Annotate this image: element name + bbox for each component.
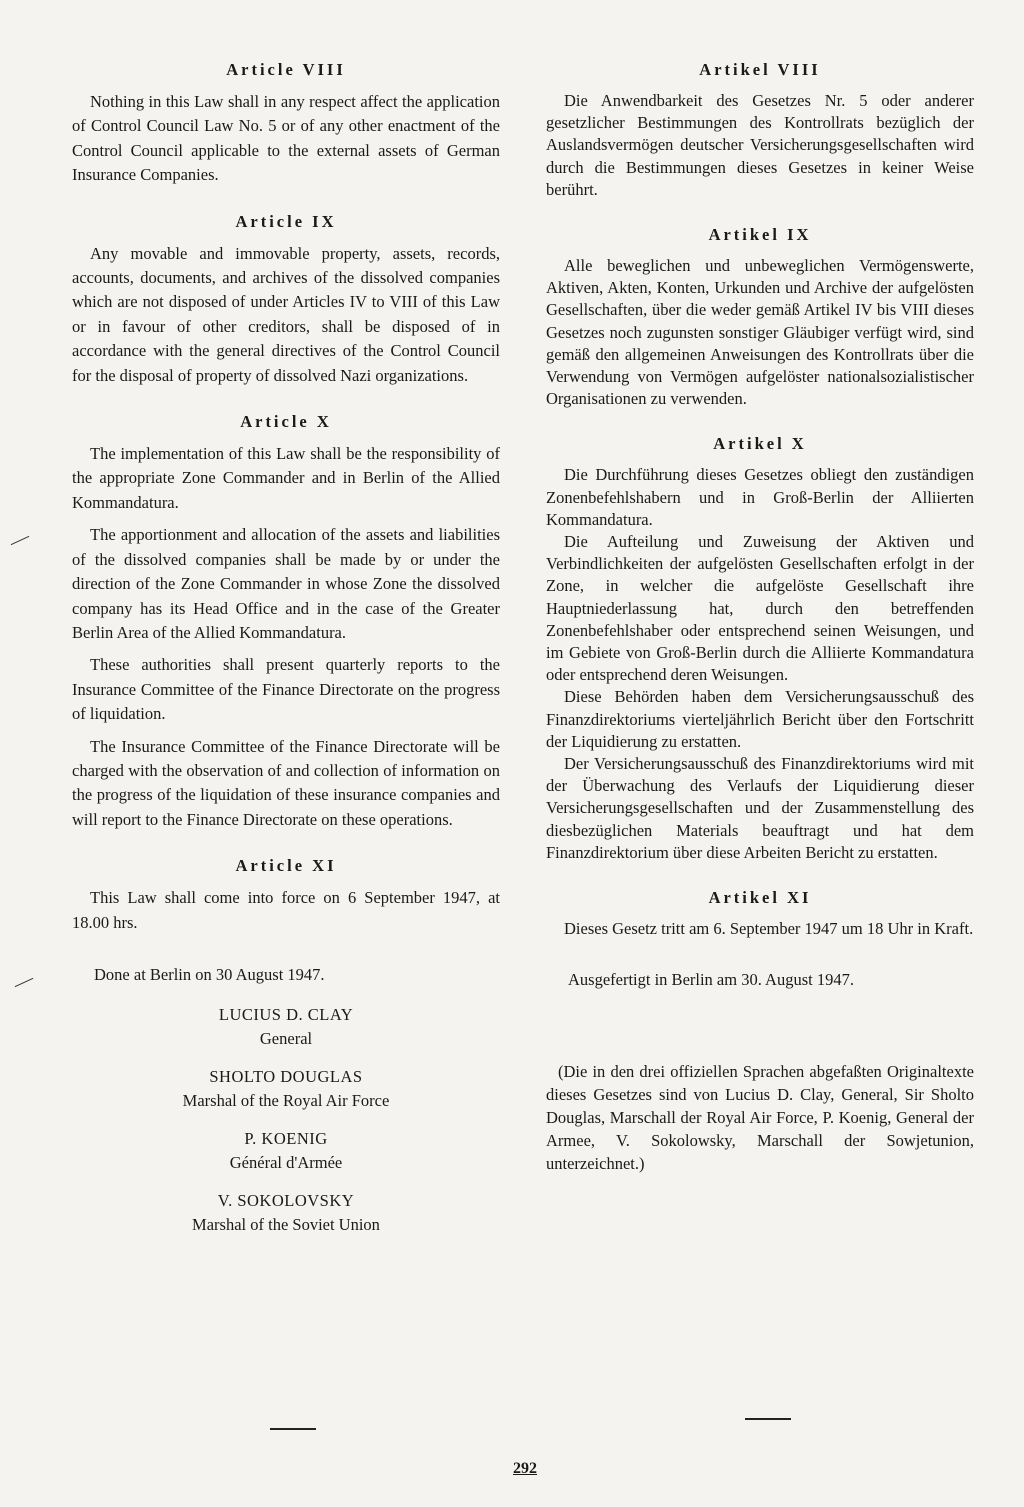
article-paragraph: The implementation of this Law shall be the responsibility of the appropriate Zone Commander and in Berlin of the Allied Kommandatura.: [72, 444, 500, 512]
signatory-name: V. SOKOLOVSKY: [217, 1190, 355, 1210]
article-paragraph: Diese Behörden haben dem Versicherungsausschuß des Finanzdirektoriums vierteljährlich Bericht über den Fortschritt der Liquidierung zu erstatten.: [546, 687, 974, 751]
english-column: [72, 58, 500, 1251]
margin-mark: [11, 536, 30, 545]
margin-mark: [15, 978, 34, 987]
article-8-en: [72, 58, 500, 188]
article-heading: Article X: [240, 412, 332, 432]
signatory: [72, 1003, 500, 1051]
article-paragraph: Die Anwendbarkeit des Gesetzes Nr. 5 oder anderer gesetzlicher Bestimmungen des Kontrollrats bezüglich der Auslandsvermögen deutscher Versicherungsgesellschaften wird durch die Bestimmungen dieses Gesetzes in keiner Weise berührt.: [546, 91, 974, 199]
article-paragraph: Der Versicherungsausschuß des Finanzdirektoriums wird mit der Überwachung des Verlaufs der Liquidierung dieser Versicherungsgesellschaften und der Zusammenstellung des diesbezüglichen Materials beauftragt und hat dem Finanzdirektorium über diese Arbeiten Bericht zu erstatten.: [546, 754, 974, 862]
article-paragraph: The Insurance Committee of the Finance Directorate will be charged with the observation of and collection of information on the progress of the liquidation of these insurance companies and will report to the Finance Directorate on these operations.: [72, 736, 500, 829]
article-paragraph: Alle beweglichen und unbeweglichen Vermögenswerte, Aktiven, Akten, Konten, Urkunden und Archive der aufgelösten Gesellschaften, über die weder gemäß Artikel IV bis VIII dieses Gesetzes noch zugunsten sonstiger Gläubiger verfügt wird, sind gemäß den allgemeinen Anweisungen des Kontrollrats über die Verwendung von Vermögen aufgelöster nationalsozialistischer Organisationen zu verwenden.: [546, 256, 974, 409]
article-9-en: [72, 210, 500, 388]
article-heading: Article VIII: [226, 60, 346, 79]
article-paragraph: Nothing in this Law shall in any respect affect the application of Control Council Law No. 5 or of any other enactment of the Control Council applicable to the external assets of German Insurance Companies.: [72, 92, 500, 185]
article-paragraph: This Law shall come into force on 6 September 1947, at 18.00 hrs.: [72, 888, 500, 932]
done-at-line: Ausgefertigt in Berlin am 30. August 1947.: [568, 970, 854, 990]
signatory: [72, 1189, 500, 1237]
article-heading: Artikel XI: [708, 888, 812, 908]
german-column: [546, 58, 974, 1175]
article-paragraph: These authorities shall present quarterly reports to the Insurance Committee of the Finance Directorate on the progress of liquidation.: [72, 655, 500, 724]
signatory-title: Marshal of the Soviet Union: [192, 1214, 380, 1234]
article-paragraph: Die Durchführung dieses Gesetzes obliegt den zuständigen Zonenbefehlshabern und in Groß-Berlin der Alliierten Kommandatura.: [546, 465, 974, 529]
done-at-line: Done at Berlin on 30 August 1947.: [94, 964, 325, 984]
signatory-name: P. KOENIG: [244, 1128, 328, 1148]
article-10-de: [546, 432, 974, 864]
signatory-name: SHOLTO DOUGLAS: [209, 1066, 363, 1086]
signatory: [72, 1127, 500, 1175]
article-8-de: [546, 58, 974, 201]
article-heading: Artikel VIII: [699, 60, 821, 79]
article-paragraph: The apportionment and allocation of the assets and liabilities of the dissolved companies shall be made by or under the direction of the Zone Commander in whose Zone the dissolved company has its Head Office and in the case of the Greater Berlin Area of the Allied Kommandatura.: [72, 525, 500, 642]
signature-note: (Die in den drei offiziellen Sprachen abgefaßten Originaltexte dieses Gesetzes sind von Lucius D. Clay, General, Sir Sholto Douglas, Marschall der Royal Air Force, P. Koenig, General der Armee, V. Sokolowsky, Marschall der Sowjetunion, unterzeichnet.): [546, 1062, 974, 1174]
signatory-title: General: [259, 1028, 313, 1048]
closing-rule-right: [745, 1418, 791, 1420]
article-heading: Artikel X: [713, 434, 807, 454]
signatures: [72, 1003, 500, 1237]
article-paragraph: Dieses Gesetz tritt am 6. September 1947 um 18 Uhr in Kraft.: [564, 919, 974, 939]
signatory-name: LUCIUS D. CLAY: [218, 1004, 354, 1024]
article-heading: Article IX: [235, 211, 337, 231]
article-heading: Artikel IX: [708, 225, 812, 245]
article-11-de: [546, 886, 974, 940]
signatory-title: Marshal of the Royal Air Force: [182, 1090, 390, 1110]
article-11-en: [72, 854, 500, 935]
signatory: [72, 1065, 500, 1113]
article-paragraph: Die Aufteilung und Zuweisung der Aktiven und Verbindlichkeiten der aufgelösten Gesellschaften erfolgt in der Zone, in welcher die aufgelöste Gesellschaft ihre Hauptniederlassung hat, durch den betreffenden Zonenbefehlshaber oder entsprechend seinen Weisungen, und im Gebiete von Groß-Berlin durch die Alliierte Kommandatura oder entsprechend deren Weisungen.: [546, 532, 974, 685]
closing-rule-left: [270, 1428, 316, 1430]
article-9-de: [546, 223, 974, 410]
article-10-en: [72, 410, 500, 832]
page-number: 292: [513, 1460, 537, 1477]
article-heading: Article XI: [235, 856, 337, 876]
article-paragraph: Any movable and immovable property, assets, records, accounts, documents, and archives of the dissolved companies which are not disposed of under Articles IV to VIII of this Law or in favour of other creditors, shall be disposed of in accordance with the general directives of the Control Council for the disposal of property of dissolved Nazi organizations.: [72, 243, 500, 385]
signatory-title: Général d'Armée: [229, 1152, 343, 1172]
